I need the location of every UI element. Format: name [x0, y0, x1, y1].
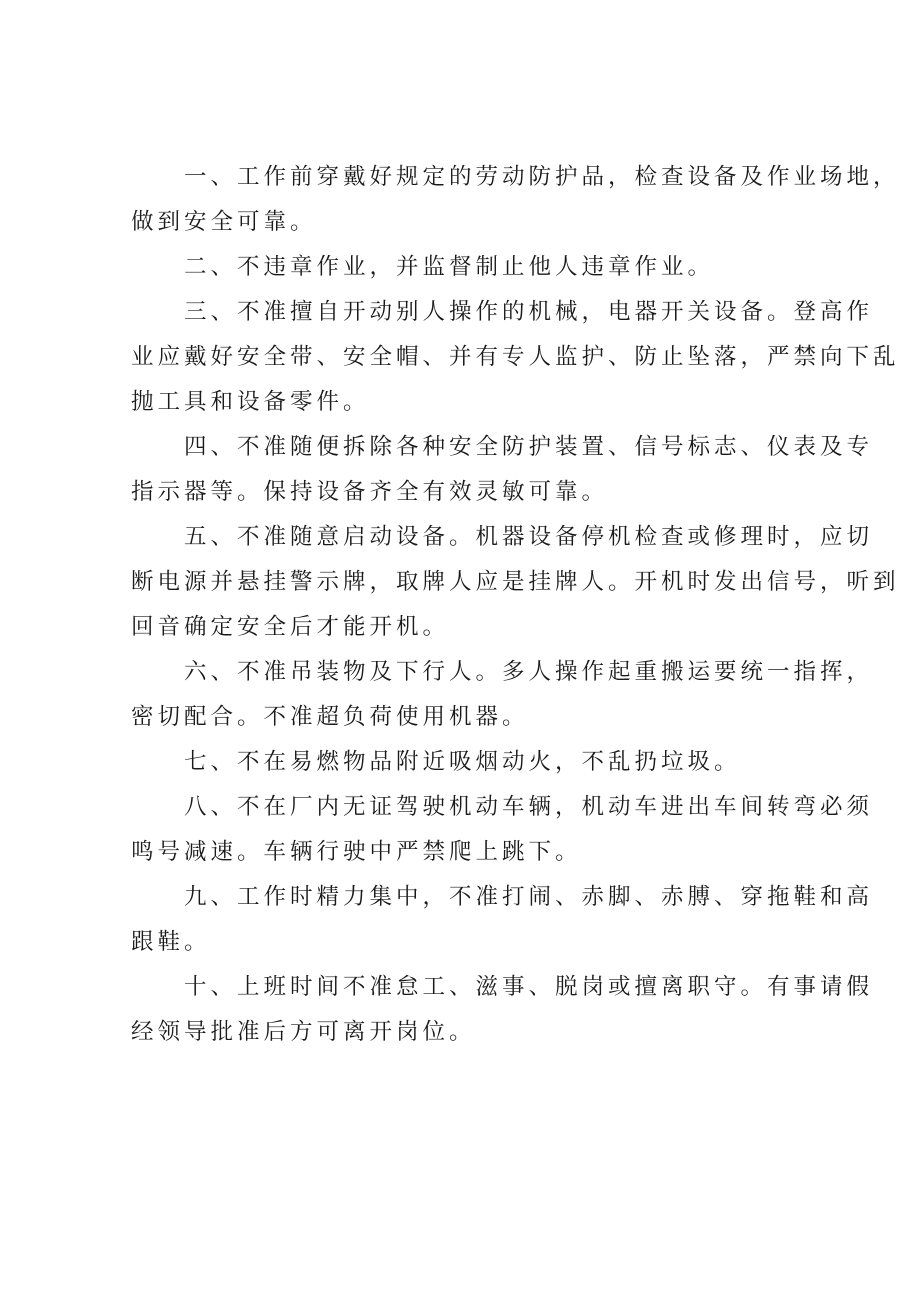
paragraph-line: 断电源并悬挂警示牌，取牌人应是挂牌人。开机时发出信号，听到 [131, 569, 900, 595]
paragraph-line: 做到安全可靠。 [131, 209, 317, 235]
paragraph-line: 三、不准擅自开动别人操作的机械，电器开关设备。登高作 [184, 299, 874, 325]
paragraph-line: 跟鞋。 [131, 929, 211, 955]
paragraph-5 [131, 515, 900, 650]
paragraph-line: 经领导批准后方可离开岗位。 [131, 1019, 476, 1045]
paragraph-8 [131, 785, 874, 875]
paragraph-line: 业应戴好安全带、安全帽、并有专人监护、防止坠落，严禁向下乱 [131, 344, 900, 370]
paragraph-9 [131, 875, 874, 965]
paragraph-line: 抛工具和设备零件。 [131, 389, 370, 415]
paragraph-10 [131, 965, 874, 1055]
paragraph-6 [131, 650, 874, 740]
paragraph-line: 六、不准吊装物及下行人。多人操作起重搬运要统一指挥， [184, 659, 874, 685]
paragraph-1 [131, 155, 900, 245]
paragraph-7 [131, 740, 796, 785]
paragraph-line: 五、不准随意启动设备。机器设备停机检查或修理时，应切 [184, 524, 874, 550]
paragraph-line: 八、不在厂内无证驾驶机动车辆，机动车进出车间转弯必须 [184, 794, 874, 820]
document-body [131, 155, 900, 1055]
paragraph-4 [131, 425, 874, 515]
paragraph-line: 九、工作时精力集中，不准打闹、赤脚、赤膊、穿拖鞋和高 [184, 884, 874, 910]
paragraph-line: 十、上班时间不准怠工、滋事、脱岗或擅离职守。有事请假 [184, 974, 874, 1000]
paragraph-line: 二、不违章作业，并监督制止他人违章作业。 [184, 254, 715, 280]
paragraph-3 [131, 290, 900, 425]
paragraph-line: 四、不准随便拆除各种安全防护装置、信号标志、仪表及专 [184, 434, 874, 460]
paragraph-line: 回音确定安全后才能开机。 [131, 614, 450, 640]
paragraph-line: 一、工作前穿戴好规定的劳动防护品，检查设备及作业场地， [184, 164, 900, 190]
paragraph-line: 鸣号减速。车辆行驶中严禁爬上跳下。 [131, 839, 582, 865]
paragraph-line: 指示器等。保持设备齐全有效灵敏可靠。 [131, 479, 609, 505]
paragraph-2 [131, 245, 796, 290]
paragraph-line: 七、不在易燃物品附近吸烟动火，不乱扔垃圾。 [184, 749, 741, 775]
paragraph-line: 密切配合。不准超负荷使用机器。 [131, 704, 529, 730]
